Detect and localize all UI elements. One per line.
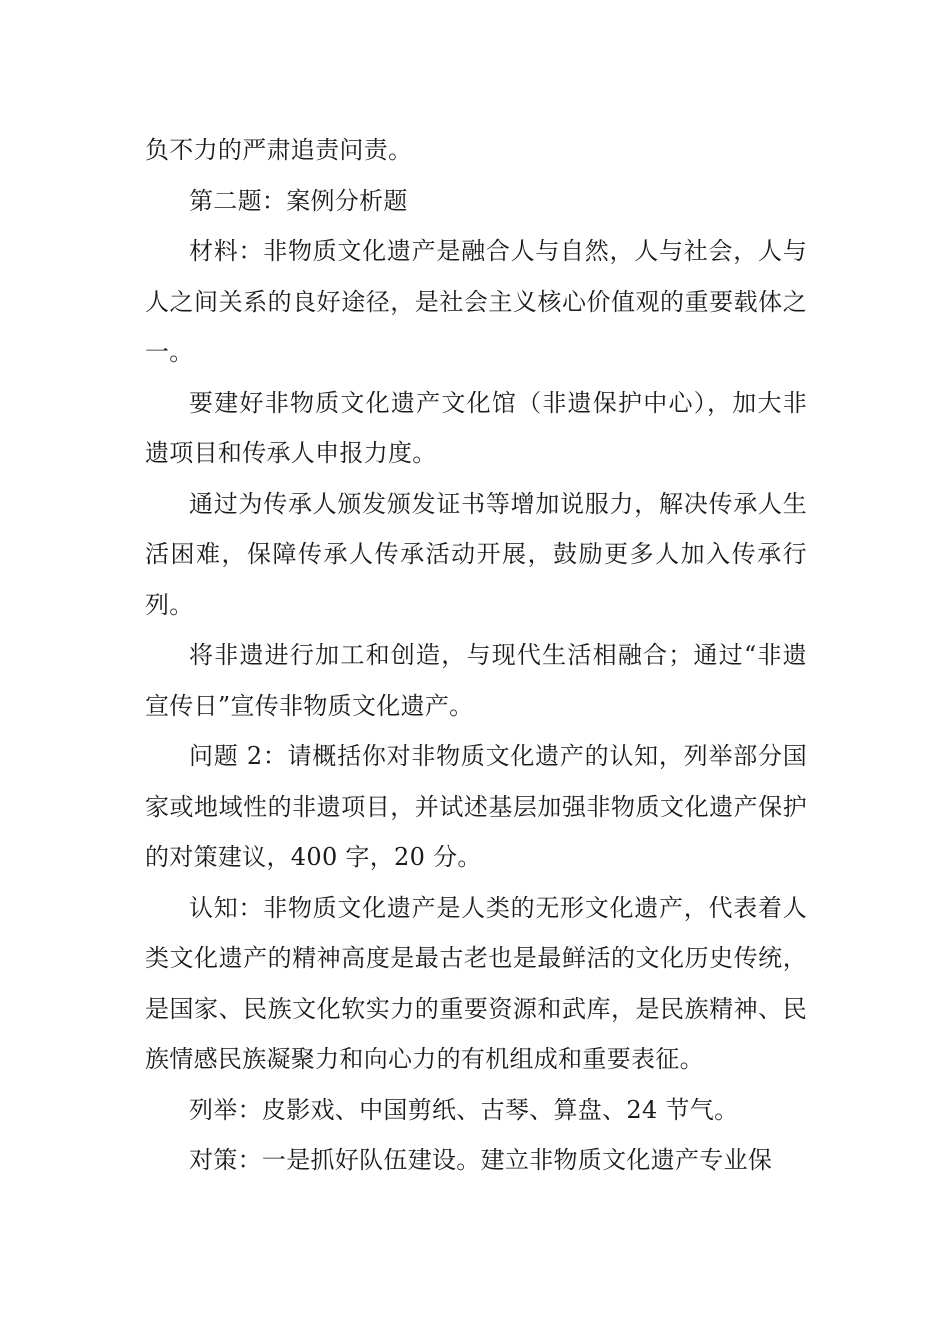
paragraph-inheritors: 通过为传承人颁发颁发证书等增加说服力，解决传承人生活困难，保障传承人传承活动开展，鼓励更多人加入传承行列。 [145,489,807,619]
paragraph-culture-center: 要建好非物质文化遗产文化馆（非遗保护中心），加大非遗项目和传承人申报力度。 [145,388,807,467]
paragraph-modern-life: 将非遗进行加工和创造，与现代生活相融合；通过“非遗宣传日”宣传非物质文化遗产。 [145,641,807,720]
document-body [145,125,807,1186]
paragraph-countermeasures: 对策：一是抓好队伍建设。建立非物质文化遗产专业保 [189,1146,773,1174]
paragraph-continuation: 负不力的严肃追责问责。 [145,136,413,164]
paragraph-material: 材料：非物质文化遗产是融合人与自然，人与社会，人与人之间关系的良好途径，是社会主义核心价值观的重要载体之一。 [145,237,807,366]
paragraph-examples: 列举：皮影戏、中国剪纸、古琴、算盘、24 节气。 [189,1095,739,1124]
section-heading: 第二题：案例分析题 [189,186,408,215]
paragraph-cognition: 认知：非物质文化遗产是人类的无形文化遗产，代表着人类文化遗产的精神高度是最古老也是最鲜活的文化历史传统，是国家、民族文化软实力的重要资源和武库，是民族精神、民族情感民族凝聚力和向心力的有机组成和重要表征。 [145,893,807,1073]
paragraph-question-2: 问题 2：请概括你对非物质文化遗产的认知，列举部分国家或地域性的非遗项目，并试述基层加强非物质文化遗产保护的对策建议，400 字，20 分。 [145,742,807,871]
